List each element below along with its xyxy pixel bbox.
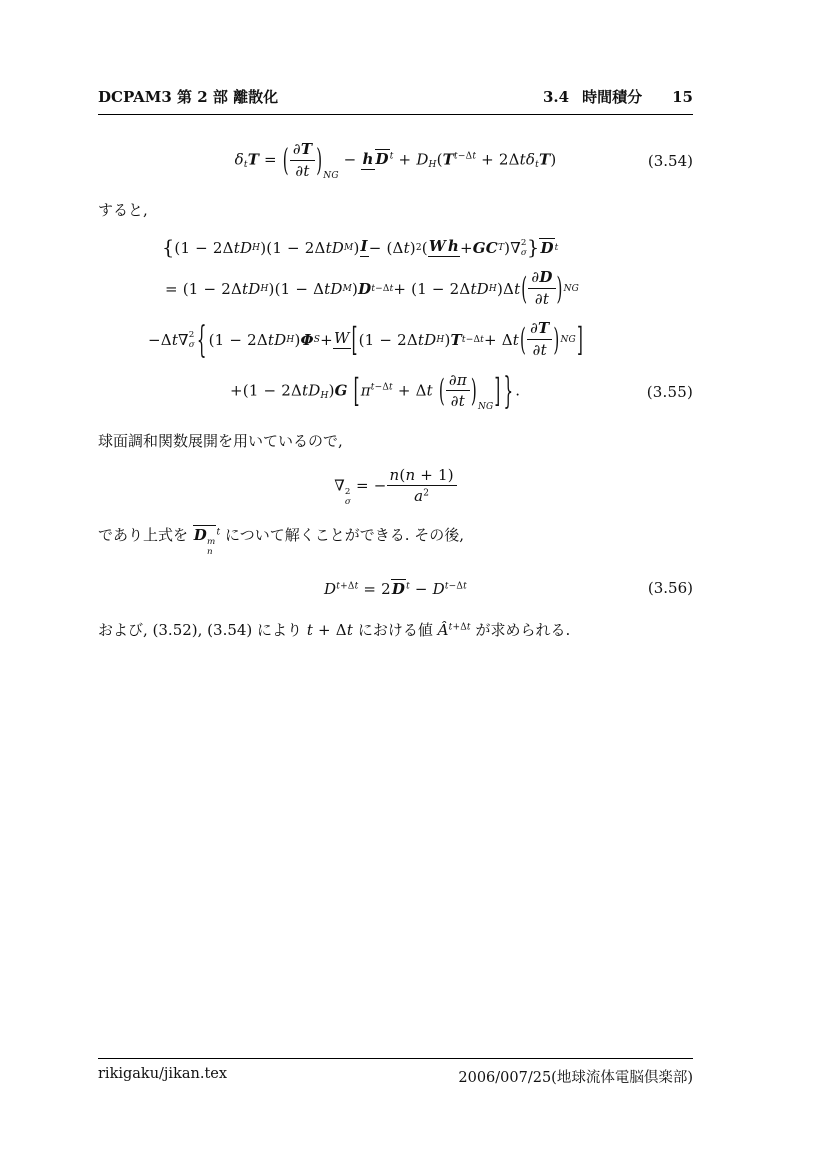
paragraph-suruto: すると,	[98, 201, 148, 219]
header-section-number: 3.4	[543, 88, 570, 106]
paragraph-conclusion: および, (3.52), (3.54) により t + Δt における値 $Â^{t+\Delta t}$ が求められる.	[98, 621, 571, 640]
equation-3-56	[98, 569, 693, 607]
equation-3-56-label: (3.56)	[647, 579, 693, 598]
header-page-number: 15	[672, 88, 693, 106]
equation-nabla	[98, 462, 693, 512]
equation-3-56-body: $D^{t+\Delta t} = 2D^t - D^{t-\Delta t}$	[324, 579, 467, 598]
header-section	[543, 86, 693, 107]
footer-source-file: rikigaku/jikan.tex	[98, 1066, 228, 1082]
equation-3-54-label: (3.54)	[647, 152, 693, 170]
page-header	[98, 86, 693, 115]
equation-3-54	[98, 135, 693, 187]
equation-3-55-line-4	[98, 366, 693, 418]
equation-3-55-line-4-body: +(1 − 2ΔtD$_H$)G [$\pi^{t-\Delta t} + \Delta t$ ( $\frac{\partial\pi}{\partial t}$ )$_{NG}$] } .	[230, 369, 521, 413]
equation-3-54-body: $\delta_tT$ = ( $\frac{\partial T}{\partial t}$ )$_{NG} - h$ $D^t + D_H(T^{t-\Delta t} + 2\Delta t\delta_tT)$	[234, 140, 557, 181]
equation-3-55-line-2: = (1 − 2Δ t D H )(1 − Δ t D M ) D t−Δt + (1 − 2Δ t D H )Δ t ( ∂D ∂t ) NG	[165, 268, 580, 308]
header-chapter-title: DCPAM3 第 2 部 離散化	[98, 88, 279, 106]
paragraph-spherical-harmonics: 球面調和関数展開を用いているので,	[98, 431, 343, 450]
equation-nabla-body: ∇ 2 σ = − $\frac{n(n + 1)}{a^2}$	[334, 467, 457, 508]
equation-3-55-line-1: { (1 − 2Δ t D H )(1 − 2Δ t D M ) I − (Δ t ) 2 ( W h + GC T )∇ 2 σ } D t	[162, 236, 559, 259]
header-section-title: 時間積分	[582, 88, 643, 106]
equation-3-55-label: (3.55)	[646, 382, 693, 401]
equation-3-55	[98, 232, 693, 418]
equation-3-55-line-3: −Δ t ∇ 2 σ { (1 − 2Δ t D H ) Φ S + W [ (1 − 2Δ t D H ) T t−Δt + Δ t ( ∂T ∂t ) NG ]	[148, 317, 583, 362]
footer-date-credit: 2006/007/25(地球流体電脳倶楽部)	[458, 1070, 693, 1086]
paragraph-solve-for-d: であり上式を D m n $^t$ について解くことができる. その後,	[98, 526, 465, 558]
page-footer	[98, 1058, 693, 1087]
